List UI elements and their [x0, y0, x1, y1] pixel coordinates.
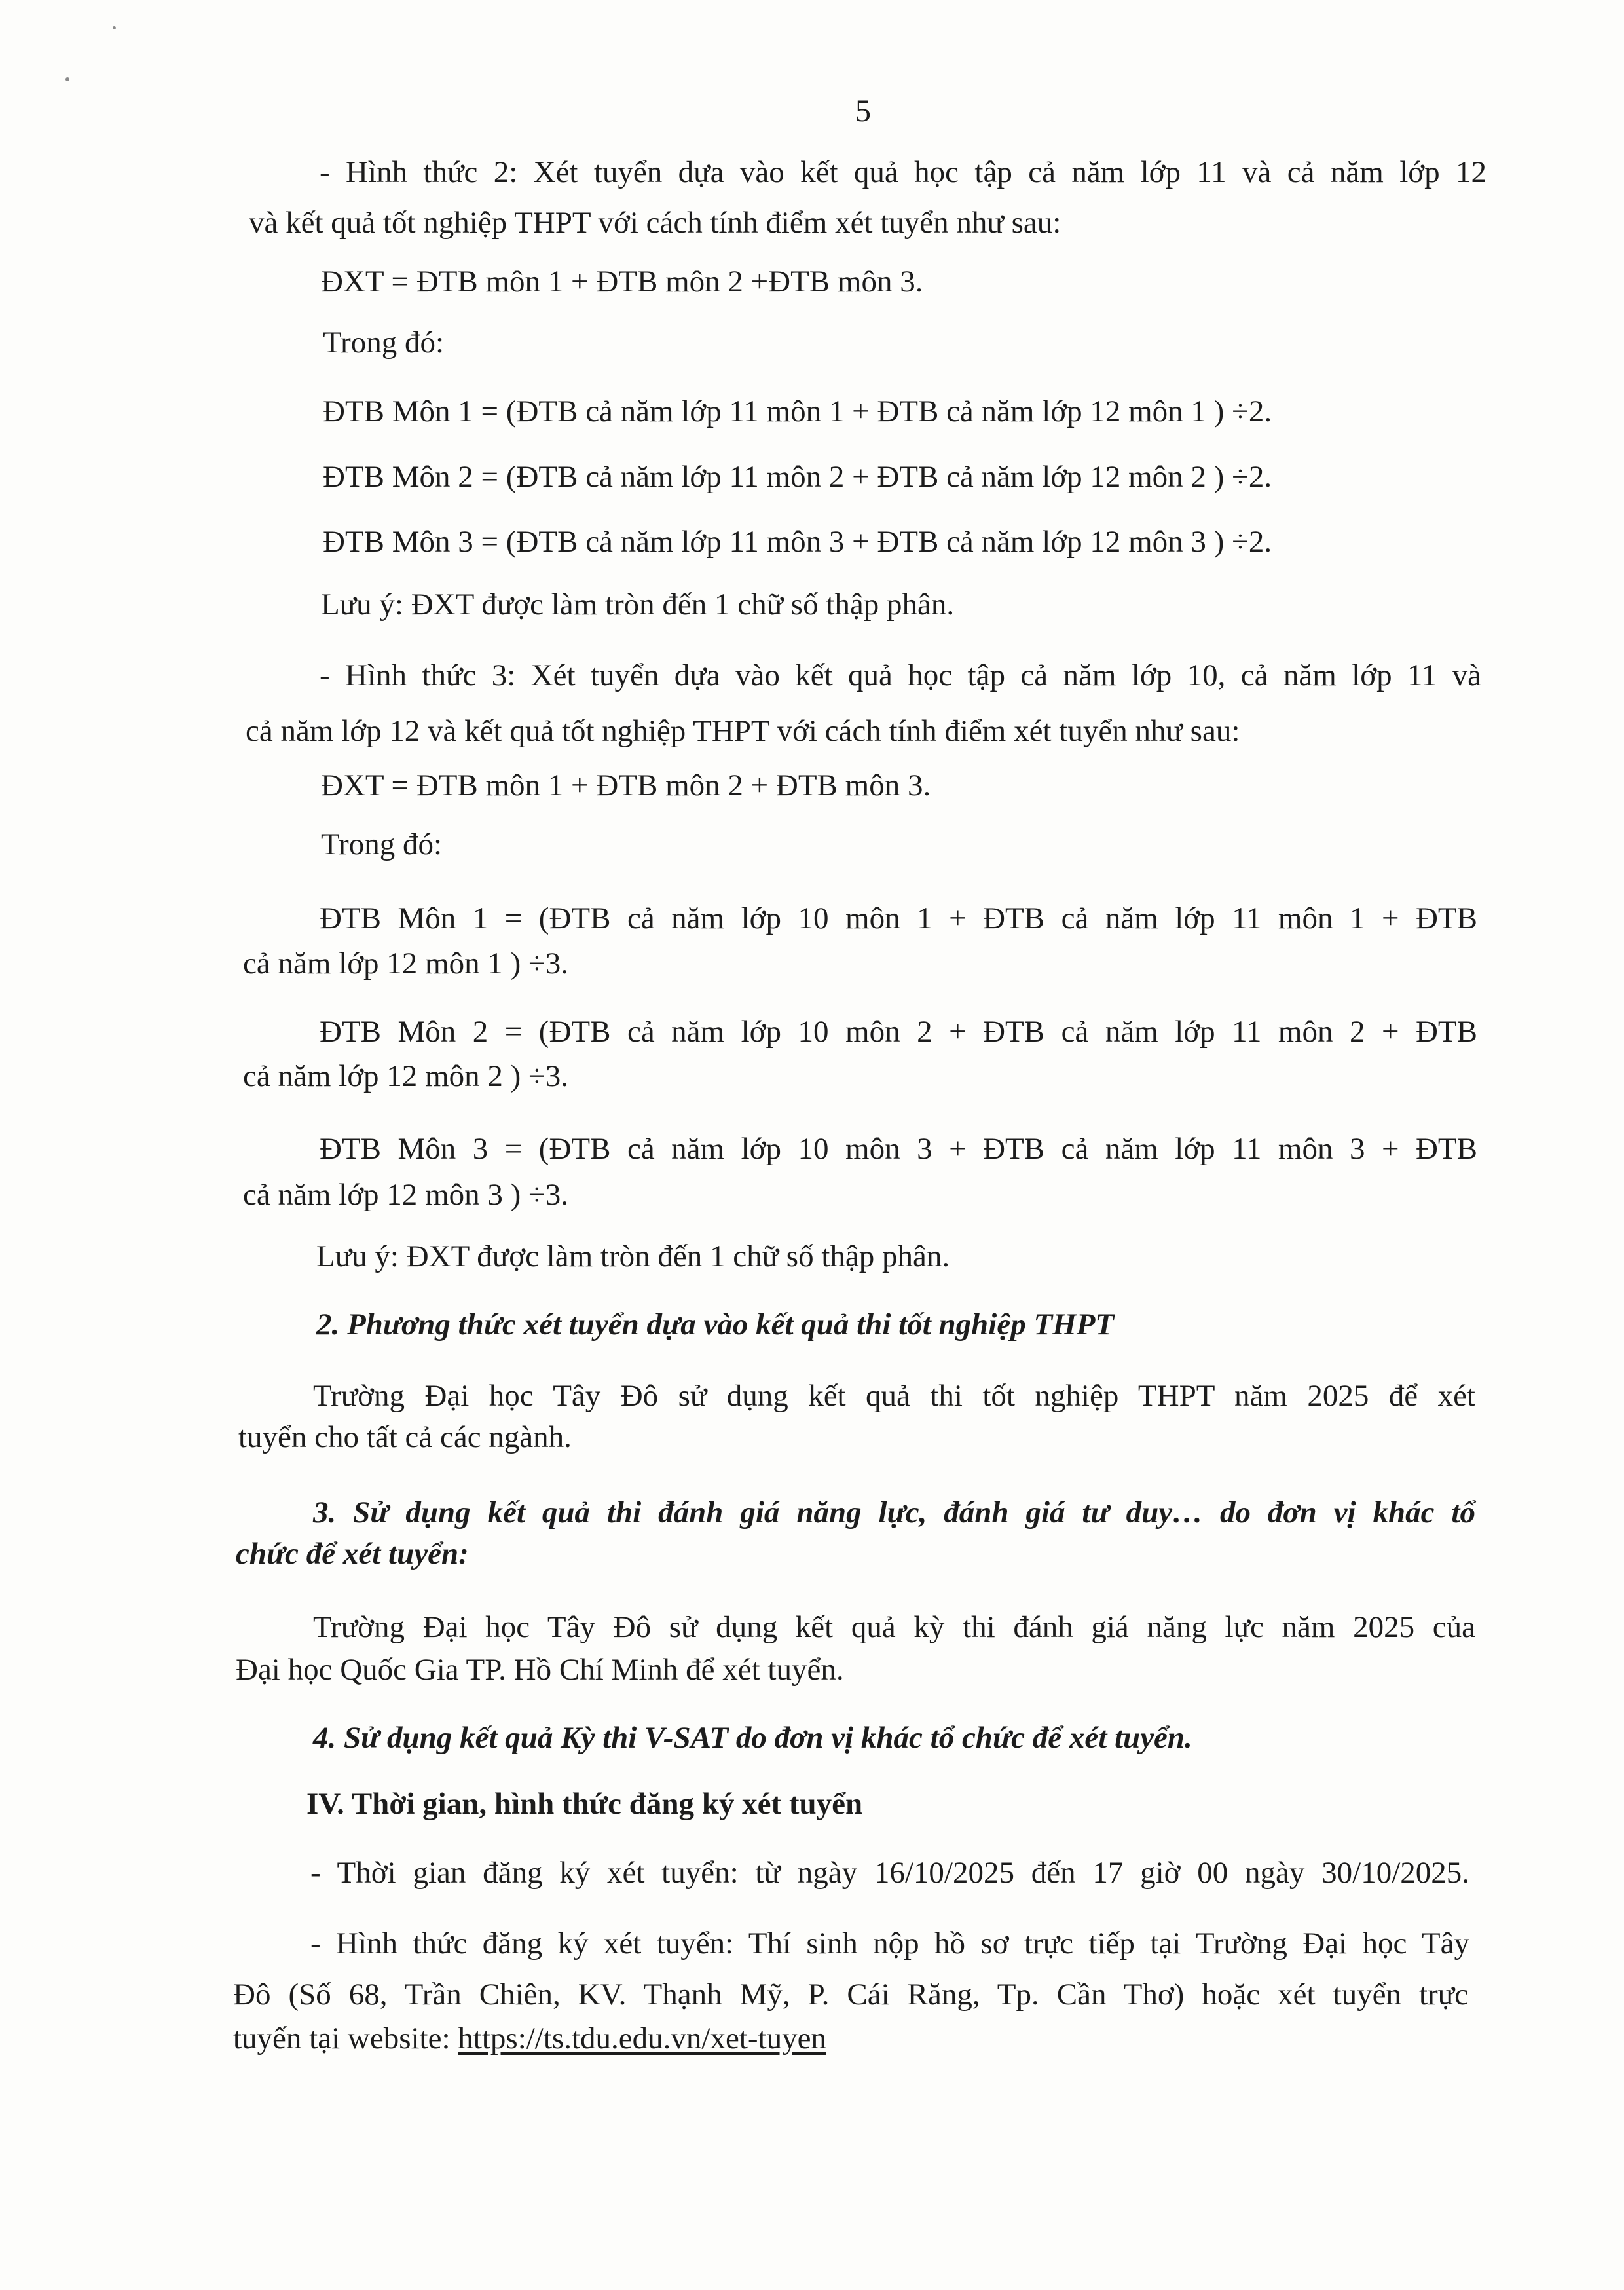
paragraph-line: Trường Đại học Tây Đô sử dụng kết quả thi tốt nghiệp THPT năm 2025 để xét: [313, 1379, 1475, 1413]
formula-line: ĐTB Môn 2 = (ĐTB cả năm lớp 10 môn 2 + ĐTB cả năm lớp 11 môn 2 + ĐTB: [320, 1015, 1477, 1049]
paragraph-line: - Hình thức 2: Xét tuyển dựa vào kết quả học tập cả năm lớp 11 và cả năm lớp 12: [320, 155, 1486, 189]
section-heading: 4. Sử dụng kết quả Kỳ thi V-SAT do đơn vị khác tổ chức để xét tuyển.: [313, 1721, 1192, 1755]
paragraph-line: Trong đó:: [321, 827, 443, 861]
formula-line: ĐXT = ĐTB môn 1 + ĐTB môn 2 +ĐTB môn 3.: [321, 265, 923, 299]
scan-speck: [65, 77, 69, 81]
formula-line: ĐTB Môn 1 = (ĐTB cả năm lớp 11 môn 1 + ĐTB cả năm lớp 12 môn 1 ) ÷2.: [323, 394, 1272, 428]
formula-line: ĐTB Môn 3 = (ĐTB cả năm lớp 10 môn 3 + ĐTB cả năm lớp 11 môn 3 + ĐTB: [320, 1132, 1477, 1166]
formula-line: ĐTB Môn 2 = (ĐTB cả năm lớp 11 môn 2 + ĐTB cả năm lớp 12 môn 2 ) ÷2.: [323, 460, 1272, 494]
section-heading: chức để xét tuyển:: [236, 1537, 469, 1571]
paragraph-line: và kết quả tốt nghiệp THPT với cách tính điểm xét tuyển như sau:: [249, 206, 1061, 240]
paragraph-line: tuyển cho tất cả các ngành.: [238, 1420, 572, 1454]
paragraph-line: Trong đó:: [323, 326, 445, 360]
formula-line: cả năm lớp 12 môn 2 ) ÷3.: [243, 1059, 569, 1093]
paragraph-line: - Thời gian đăng ký xét tuyển: từ ngày 16/10/2025 đến 17 giờ 00 ngày 30/10/2025.: [310, 1856, 1469, 1890]
section-heading: 2. Phương thức xét tuyển dựa vào kết quả thi tốt nghiệp THPT: [316, 1307, 1115, 1342]
website-label: tuyến tại website:: [233, 2021, 458, 2055]
paragraph-line: Đô (Số 68, Trần Chiên, KV. Thạnh Mỹ, P. Cái Răng, Tp. Cần Thơ) hoặc xét tuyển trực: [233, 1978, 1468, 2012]
formula-line: ĐXT = ĐTB môn 1 + ĐTB môn 2 + ĐTB môn 3.: [321, 768, 931, 802]
paragraph-line: cả năm lớp 12 và kết quả tốt nghiệp THPT với cách tính điểm xét tuyển như sau:: [246, 714, 1240, 748]
scan-speck: [113, 26, 116, 29]
formula-line: cả năm lớp 12 môn 3 ) ÷3.: [243, 1178, 569, 1212]
formula-line: cả năm lớp 12 môn 1 ) ÷3.: [243, 947, 569, 981]
paragraph-line: Trường Đại học Tây Đô sử dụng kết quả kỳ thi đánh giá năng lực năm 2025 của: [313, 1610, 1475, 1644]
formula-line: ĐTB Môn 1 = (ĐTB cả năm lớp 10 môn 1 + ĐTB cả năm lớp 11 môn 1 + ĐTB: [320, 901, 1477, 935]
paragraph-line: - Hình thức 3: Xét tuyển dựa vào kết quả học tập cả năm lớp 10, cả năm lớp 11 và: [320, 658, 1481, 692]
section-heading: IV. Thời gian, hình thức đăng ký xét tuyển: [306, 1787, 863, 1821]
website-link[interactable]: https://ts.tdu.edu.vn/xet-tuyen: [458, 2021, 826, 2055]
note-line: Lưu ý: ĐXT được làm tròn đến 1 chữ số thập phân.: [316, 1239, 950, 1273]
paragraph-line: Đại học Quốc Gia TP. Hồ Chí Minh để xét tuyển.: [236, 1653, 844, 1687]
note-line: Lưu ý: ĐXT được làm tròn đến 1 chữ số thập phân.: [321, 588, 955, 622]
section-heading: 3. Sử dụng kết quả thi đánh giá năng lực, đánh giá tư duy… do đơn vị khác tổ: [313, 1495, 1475, 1530]
paragraph-line: [233, 2019, 826, 2058]
formula-line: ĐTB Môn 3 = (ĐTB cả năm lớp 11 môn 3 + ĐTB cả năm lớp 12 môn 3 ) ÷2.: [323, 525, 1272, 559]
paragraph-line: - Hình thức đăng ký xét tuyển: Thí sinh nộp hồ sơ trực tiếp tại Trường Đại học Tây: [310, 1926, 1469, 1961]
page-number: 5: [855, 94, 871, 128]
